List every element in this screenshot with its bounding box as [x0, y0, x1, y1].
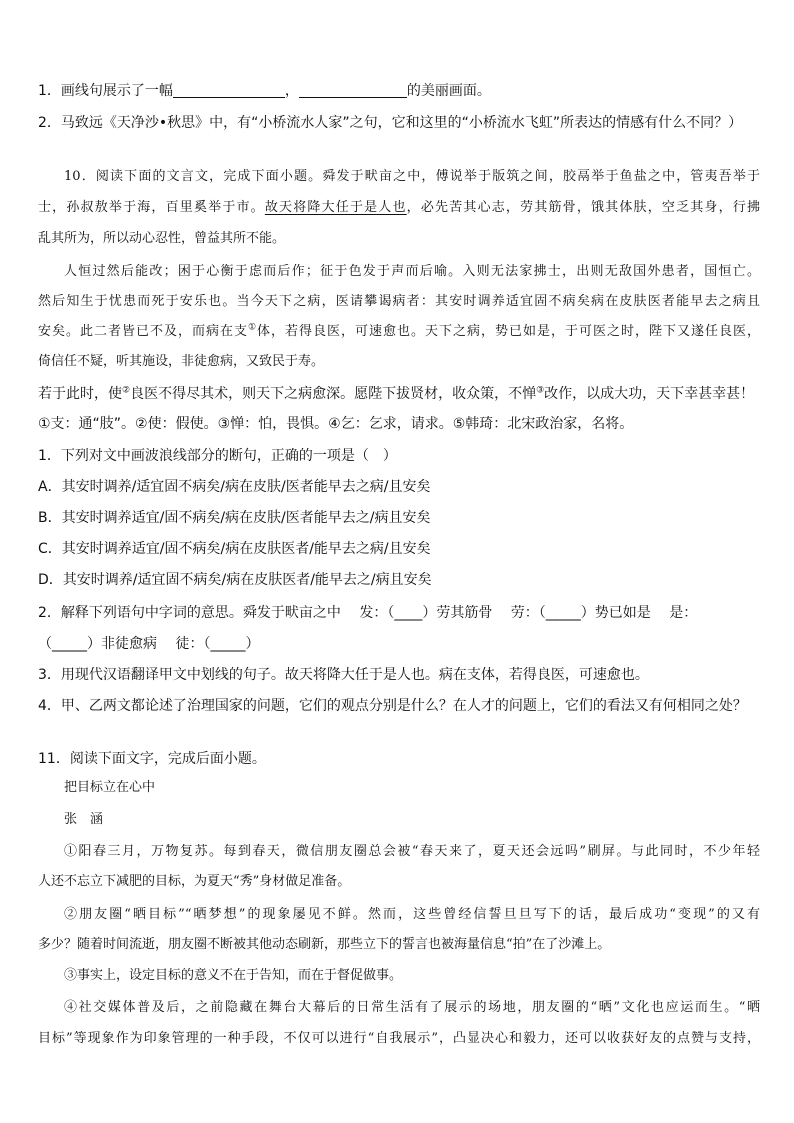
footnote-marker: ①	[247, 322, 258, 333]
footnotes: ①支：通“肢”。②使：假使。③惮：怕，畏惧。④乞：乞求，请求。⑤韩琦：北宋政治家，名将。	[38, 416, 634, 432]
footnote-marker: ③	[536, 385, 545, 396]
article-title: 把目标立在心中	[64, 780, 156, 795]
passage-line: 乱其所为，所以动心忍性，曾益其所不能。	[38, 231, 286, 246]
question-2: 2．马致远《天净沙•秋思》中，有“小桥流水人家”之句，它和这里的“小桥流水飞虹”所表达的情感有什么不同？）	[38, 115, 743, 131]
article-paragraph: ③事实上，设定目标的意义不在于告知，而在于督促做事。	[64, 968, 403, 983]
question-10-2: 2．解释下列语句中字词的意思。舜发于畎亩之中 发：（____）劳其筋骨 劳：（_____）势已如是 是：	[38, 605, 698, 621]
question-1-text: 1．画线句展示了一幅	[38, 83, 173, 99]
passage-line: 人恒过然后能改；困于心衡于虑而后作；征于色发于声而后喻。入则无法家拂士，出则无敌国外患者，国恒亡。	[64, 264, 760, 279]
article-paragraph: 人还不忘立下减肥的目标，为夏天“秀”身材做足准备。	[38, 874, 351, 889]
question-10-1: 1．下列对文中画波浪线部分的断句，正确的一项是（ ）	[38, 448, 397, 464]
underlined-sentence: 故天将降大任于是人也	[264, 200, 407, 215]
option-c[interactable]: C．其安时调养适宜/固不病矣/病在皮肤医者/能早去之病/且安矣	[38, 541, 431, 557]
article-paragraph: ①阳春三月，万物复苏。每到春天，微信朋友圈总会被“春天来了，夏天还会远吗”刷屏。与此同时，不少年轻	[64, 844, 760, 859]
passage-line: 若于此时，使②良医不得尽其术，则天下之病愈深。愿陛下拔贤材，收众策，不惮③改作，以成大功，天下幸甚幸甚！	[38, 385, 755, 402]
question-10-4: 4．甲、乙两文都论述了治理国家的问题，它们的观点分别是什么？在人才的问题上，它们的看法又有何相同之处？	[38, 698, 747, 714]
option-d[interactable]: D．其安时调养/适宜固不病矣/病在皮肤医者/能早去之/病且安矣	[38, 572, 432, 588]
question-10-2-cont: （_____）非徒愈病 徒：（_____）	[38, 636, 260, 652]
article-paragraph: ④社交媒体普及后，之前隐藏在舞台大幕后的日常生活有了展示的场地，朋友圈的“晒”文化也应运而生。“晒	[64, 1000, 760, 1015]
article-author: 张 涵	[64, 812, 104, 827]
question-10-3: 3．用现代汉语翻译甲文中划线的句子。故天将降大任于是人也。病在支体，若得良医，可速愈也。	[38, 667, 649, 683]
question-1-fill-blank	[38, 81, 760, 101]
article-paragraph: ②朋友圈“晒目标”“晒梦想”的现象屡见不鲜。然而，这些曾经信誓旦旦写下的话，最后成功“变现”的又有	[64, 907, 760, 922]
passage-line: 然后知生于忧患而死于安乐也。当今天下之病，医请攀谒病者：其安时调养适宜固不病矣病在皮肤医者能早去之病且	[38, 294, 760, 309]
question-1-tail: 的美丽画面。	[406, 83, 491, 99]
footnote-marker: ②	[122, 385, 131, 396]
passage-line: 安矣。此二者皆已不及，而病在支①体，若得良医，可速愈也。天下之病，势已如是，于可医之时，陛下又遂任良医，	[38, 322, 760, 339]
question-1-comma: ，	[284, 83, 299, 99]
passage-line: 倚信任不疑，听其施设，非徒愈病，又致民于寿。	[38, 354, 325, 369]
article-paragraph: 目标”等现象作为印象管理的一种手段，不仅可以进行“自我展示”，凸显决心和毅力，还可以收获好友的点赞与支持，	[38, 1031, 760, 1046]
passage-line: 士，孙叔敖举于海，百里奚举于市。故天将降大任于是人也，必先苦其心志，劳其筋骨，饿其体肤，空乏其身，行拂	[38, 200, 760, 215]
answer-blank-2[interactable]	[299, 83, 407, 98]
option-b[interactable]: B．其安时调养适宜/固不病矣/病在皮肤/医者能早去之/病且安矣	[38, 510, 431, 526]
article-paragraph: 多少？随着时间流逝，朋友圈不断被其他动态刷新，那些立下的誓言也被海量信息“拍”在了沙滩上。	[38, 937, 611, 952]
option-a[interactable]: A．其安时调养/适宜固不病矣/病在皮肤/医者能早去之病/且安矣	[38, 479, 431, 495]
section-11-heading: 11．阅读下面文字，完成后面小题。	[38, 751, 266, 767]
answer-blank-1[interactable]	[173, 83, 285, 98]
section-10-intro: 10．阅读下面的文言文，完成下面小题。舜发于畎亩之中，傅说举于版筑之间，胶鬲举于鱼盐之中，管夷吾举于	[64, 169, 760, 184]
